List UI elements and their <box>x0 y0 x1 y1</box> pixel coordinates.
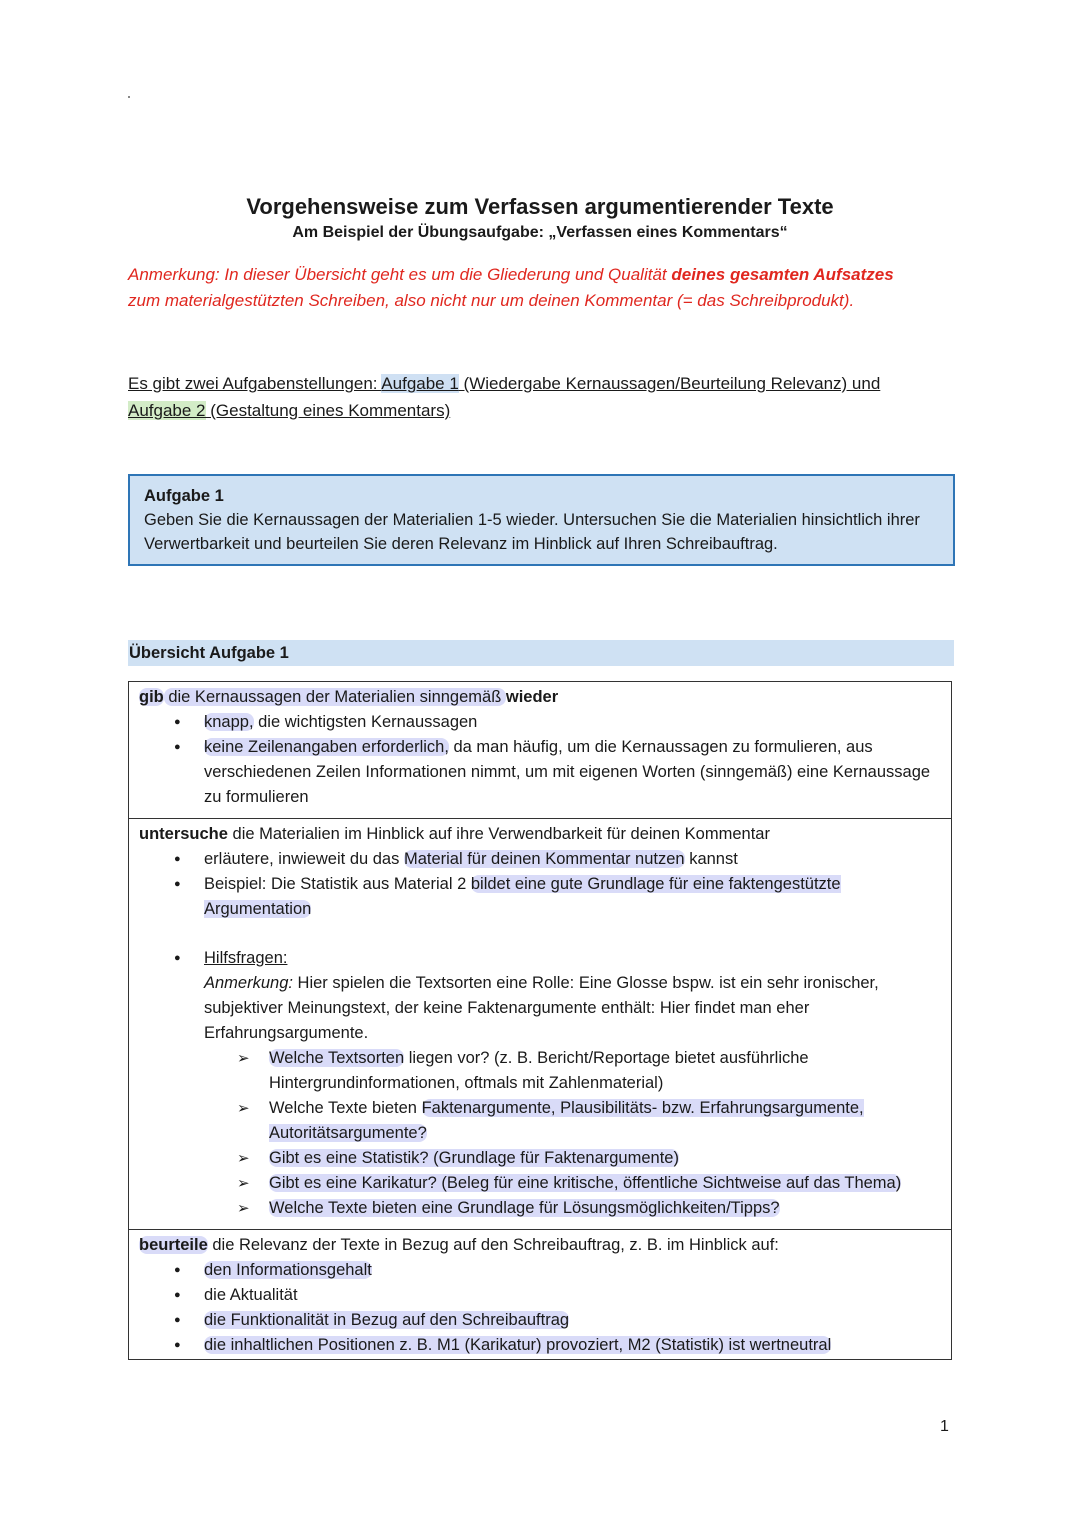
question-item: ➢ Welche Texte bieten eine Grundlage für Lösungsmöglichkeiten/Tipps? <box>269 1196 943 1221</box>
list-item: ● keine Zeilenangaben erforderlich, da man häufig, um die Kernaussagen zu formulieren, aus verschiedenen Zeilen Informationen nimmt, um mit eigenen Worten (sinngemäß) eine Kernaussage zu formulieren <box>204 735 943 810</box>
list-item: ● knapp, die wichtigsten Kernaussagen <box>204 710 943 735</box>
verb-gib: gib <box>139 688 164 706</box>
page-number: 1 <box>940 1418 949 1435</box>
question-item: ➢ Gibt es eine Karikatur? (Beleg für eine kritische, öffentliche Sichtweise auf das Thema) <box>269 1171 943 1196</box>
page-title: Vorgehensweise zum Verfassen argumentierender Texte <box>246 194 834 219</box>
list-item-hilfsfragen: ● Hilfsfragen: Anmerkung: Hier spielen die Textsorten eine Rolle: Eine Glosse bspw. ist ein sehr ironischer, subjektiver Meinungstext, der keine Faktenargumente enthält: Hier findet man eher Erfahrungsargumente. ➢ Welche Textsorten liegen vor? (z. B. Bericht/Reportage bietet ausführliche Hintergrundinformationen, oftmals mit Zahlenmaterial) ➢ Welche Texte bieten Faktenargumente, Plausibilitäts- bzw. Erfahrungsargumente, Autoritätsargumente? ➢ Gibt es eine Statistik? (Grundlage für Faktenargumente) ➢ Gibt es eine Karikatur? (Beleg für eine kritische, öffentliche Sichtweise auf das Thema) ➢ Welche Texte bieten eine Grundlage für Lösungsmöglichkeiten/Tipps? <box>204 946 943 1221</box>
section-beurteile: beurteile die Relevanz der Texte in Bezug auf den Schreibauftrag, z. B. im Hinblick auf: ● den Informationsgehalt ● die Aktualität ● die Funktionalität in Bezug auf den Schreibauftrag ● die inhaltlichen Positionen z. B. M1 (Karikatur) provoziert, M2 (Statistik) ist wertneutral <box>129 1230 951 1359</box>
question-item: ➢ Welche Texte bieten Faktenargumente, Plausibilitäts- bzw. Erfahrungsargumente, Autoritätsargumente? <box>269 1096 943 1146</box>
page-subtitle: Am Beispiel der Übungsaufgabe: „Verfassen eines Kommentars“ <box>292 224 788 241</box>
list-item: ● die Funktionalität in Bezug auf den Schreibauftrag <box>204 1308 943 1333</box>
question-item: ➢ Welche Textsorten liegen vor? (z. B. Bericht/Reportage bietet ausführliche Hintergrundinformationen, oftmals mit Zahlenmaterial) <box>269 1046 943 1096</box>
section-untersuche: untersuche die Materialien im Hinblick auf ihre Verwendbarkeit für deinen Kommentar ● erläutere, inwieweit du das Material für deinen Kommentar nutzen kannst ● Beispiel: Die Statistik aus Material 2 bildet eine gute Grundlage für eine faktengestützte Argumentation ● Hilfsfragen: Anmerkung: Hier spielen die Textsorten eine Rolle: Eine Glosse bspw. ist ein sehr ironischer, subjektiver Meinungstext, der keine Faktenargumente enthält: Hier findet man eher Erfahrungsargumente. ➢ Welche Textsorten liegen vor? (z. B. Bericht/Reportage bietet ausführliche Hintergrundinformationen, oftmals mit Zahlenmaterial) ➢ Welche Texte bieten Faktenargumente, Plausibilitäts- bzw. Erfahrungsargumente, Autoritätsargumente? ➢ Gibt es eine Statistik? (Grundlage für Faktenargumente) ➢ Gibt es eine Karikatur? (Beleg für eine kritische, öffentliche Sichtweise auf das Thema) ➢ Welche Texte bieten eine Grundlage für Lösungsmöglichkeiten/Tipps? <box>129 819 951 1230</box>
intro-text: Es gibt zwei Aufgabenstellungen: Aufgabe 1 (Wiedergabe Kernaussagen/Beurteilung Relevanz) und Aufgabe 2 (Gestaltung eines Kommentars) <box>128 374 881 420</box>
list-item: ● die Aktualität <box>204 1283 943 1308</box>
list-item: ● den Informationsgehalt <box>204 1258 943 1283</box>
task-box-heading: Aufgabe 1 <box>144 487 224 505</box>
task-box <box>128 474 955 566</box>
question-item: ➢ Gibt es eine Statistik? (Grundlage für Faktenargumente) <box>269 1146 943 1171</box>
list-item: ● die inhaltlichen Positionen z. B. M1 (Karikatur) provoziert, M2 (Statistik) ist wertneutral <box>204 1333 943 1358</box>
list-item: ● Beispiel: Die Statistik aus Material 2 bildet eine gute Grundlage für eine faktengestützte Argumentation <box>204 872 943 922</box>
note-text: Anmerkung: In dieser Übersicht geht es um die Gliederung und Qualität deines gesamten Aufsatzes zum materialgestützten Schreiben, also nicht nur um deinen Kommentar (= das Schreibprodukt). <box>128 265 894 310</box>
list-item: ● erläutere, inwieweit du das Material für deinen Kommentar nutzen kannst <box>204 847 943 872</box>
section-gib: gib die Kernaussagen der Materialien sinngemäß wieder ● knapp, die wichtigsten Kernaussagen ● keine Zeilenangaben erforderlich, da man häufig, um die Kernaussagen zu formulieren, aus verschiedenen Zeilen Informationen nimmt, um mit eigenen Worten (sinngemäß) eine Kernaussage zu formulieren <box>129 682 951 819</box>
verb-untersuche: untersuche <box>139 825 228 843</box>
overview-table <box>128 681 952 1360</box>
scan-dot <box>128 96 130 98</box>
verb-beurteile: beurteile <box>139 1236 208 1254</box>
task-box-text: Geben Sie die Kernaussagen der Materialien 1-5 wieder. Untersuchen Sie die Materialien hinsichtlich ihrer Verwertbarkeit und beurteilen Sie deren Relevanz im Hinblick auf Ihren Schreibauftrag. <box>144 511 920 553</box>
overview-heading: Übersicht Aufgabe 1 <box>128 640 954 666</box>
task2-highlight: Aufgabe 2 <box>128 401 206 420</box>
task1-highlight: Aufgabe 1 <box>381 374 459 393</box>
